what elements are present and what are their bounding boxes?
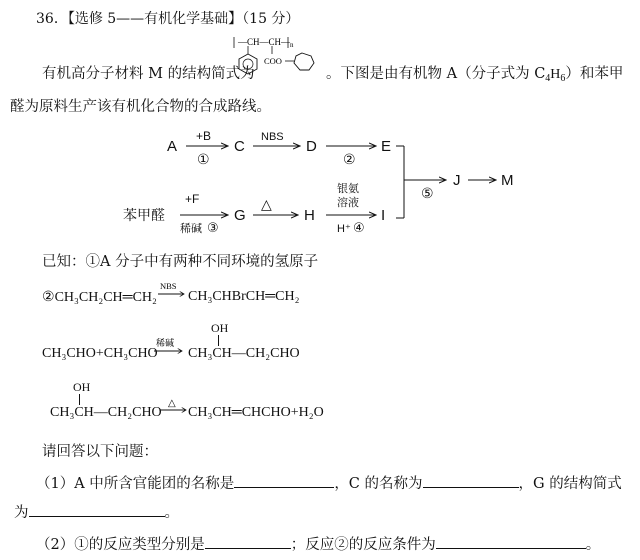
r2-product: CH₃CHBrCH═CH₂ bbox=[188, 289, 300, 304]
r2-label: ② bbox=[42, 290, 55, 305]
r4-oh-bond bbox=[79, 394, 80, 405]
cyclohexane-ring-icon bbox=[294, 53, 314, 70]
q1-blank-3[interactable] bbox=[29, 502, 165, 517]
r4-oh: OH bbox=[73, 380, 91, 394]
r4-reagent: △ bbox=[168, 398, 176, 409]
step-1: ① bbox=[197, 151, 210, 167]
q2-blank-2[interactable] bbox=[436, 534, 586, 549]
node-e: E bbox=[381, 138, 392, 155]
intro-line-2: 醛为原料生产该有机化合物的合成路线。 bbox=[10, 99, 271, 115]
polymer-n-text: n bbox=[290, 41, 294, 49]
r2-arrow bbox=[157, 280, 187, 302]
r2-reactant: CH₃CH₂CH═CH₂ bbox=[54, 290, 157, 305]
intro-line-1-tail bbox=[326, 62, 623, 84]
polymer-chain-text: —CH—CH— bbox=[238, 37, 291, 47]
node-d: D bbox=[306, 138, 317, 155]
node-a: A bbox=[167, 138, 178, 155]
q2-text-end: 。 bbox=[585, 537, 601, 553]
question-1-cont bbox=[14, 501, 179, 522]
formula-sub-1: 4 bbox=[545, 73, 551, 84]
q1-blank-1[interactable] bbox=[234, 473, 334, 488]
benzene-ring-icon bbox=[239, 54, 257, 74]
r3-oh-bond bbox=[218, 335, 219, 346]
r3-arrow bbox=[153, 337, 185, 359]
intro-text-after: 。下图是由有机物 A（分子式为 C bbox=[326, 66, 546, 82]
question-1 bbox=[36, 472, 622, 493]
known-reaction-2 bbox=[42, 289, 157, 306]
r3-reagent: 稀碱 bbox=[156, 339, 175, 349]
q1-text-a: （1）A 中所含官能团的名称是 bbox=[36, 476, 235, 492]
q1-text-end: 。 bbox=[164, 505, 179, 521]
node-c: C bbox=[234, 138, 245, 155]
r4-product: CH₃CH═CHCHO+H₂O bbox=[188, 405, 324, 420]
r3-reactant: CH₃CHO+CH₃CHO bbox=[42, 346, 158, 361]
r4-arrow bbox=[159, 396, 189, 418]
r3-product: CH₃CH—CH₂CHO bbox=[188, 346, 300, 361]
polymer-m-structure bbox=[232, 34, 324, 80]
question-2 bbox=[36, 533, 600, 554]
step-4: ④ bbox=[353, 220, 365, 235]
reagent-silver-ammonia-2: 溶液 bbox=[337, 197, 359, 209]
synthesis-scheme bbox=[0, 120, 640, 245]
q2-text-b: ；反应②的反应条件为 bbox=[290, 537, 436, 553]
q2-blank-1[interactable] bbox=[205, 534, 291, 549]
node-j: J bbox=[453, 172, 461, 189]
polymer-ester-text: COO bbox=[264, 56, 282, 66]
answers-prompt: 请回答以下问题： bbox=[42, 444, 158, 460]
known-heading: 已知：①A 分子中有两种不同环境的氢原子 bbox=[42, 254, 319, 270]
reagent-heat: △ bbox=[261, 196, 272, 212]
reagent-dilute-base: 稀碱 bbox=[180, 223, 202, 235]
reagent-b: +B bbox=[196, 129, 212, 143]
node-g: G bbox=[234, 207, 246, 224]
q1-text-c: ，G 的结构简式 bbox=[518, 476, 622, 492]
q1-text-b: ，C 的名称为 bbox=[334, 476, 423, 492]
r2-reagent: NBS bbox=[160, 281, 177, 291]
q2-text-a: （2）①的反应类型分别是 bbox=[36, 537, 205, 553]
formula-h: H bbox=[550, 67, 561, 82]
reagent-nbs: NBS bbox=[261, 131, 284, 143]
r4-reactant: CH₃CH—CH₂CHO bbox=[50, 405, 162, 420]
reagent-f: +F bbox=[185, 192, 200, 206]
r3-oh: OH bbox=[211, 321, 229, 335]
reagent-acid: H⁺ bbox=[337, 223, 351, 235]
question-title: 36．【选修 5——有机化学基础】（15 分） bbox=[36, 11, 300, 27]
intro-text-end: ）和苯甲 bbox=[565, 66, 624, 82]
intro-text-before: 有机高分子材料 M 的结构简式为 bbox=[42, 66, 255, 82]
step-3: ③ bbox=[207, 220, 219, 235]
q1-text-d: 为 bbox=[14, 505, 29, 521]
reagent-silver-ammonia-1: 银氨 bbox=[337, 183, 359, 195]
node-i: I bbox=[381, 207, 386, 224]
intro-line-1 bbox=[42, 62, 255, 83]
node-benzaldehyde: 苯甲醛 bbox=[123, 207, 165, 223]
step-2: ② bbox=[343, 151, 356, 167]
node-h: H bbox=[304, 207, 315, 224]
q1-blank-2[interactable] bbox=[423, 473, 519, 488]
node-m: M bbox=[501, 172, 514, 189]
step-5: ⑤ bbox=[421, 185, 434, 201]
formula-sub-2: 6 bbox=[560, 73, 566, 84]
